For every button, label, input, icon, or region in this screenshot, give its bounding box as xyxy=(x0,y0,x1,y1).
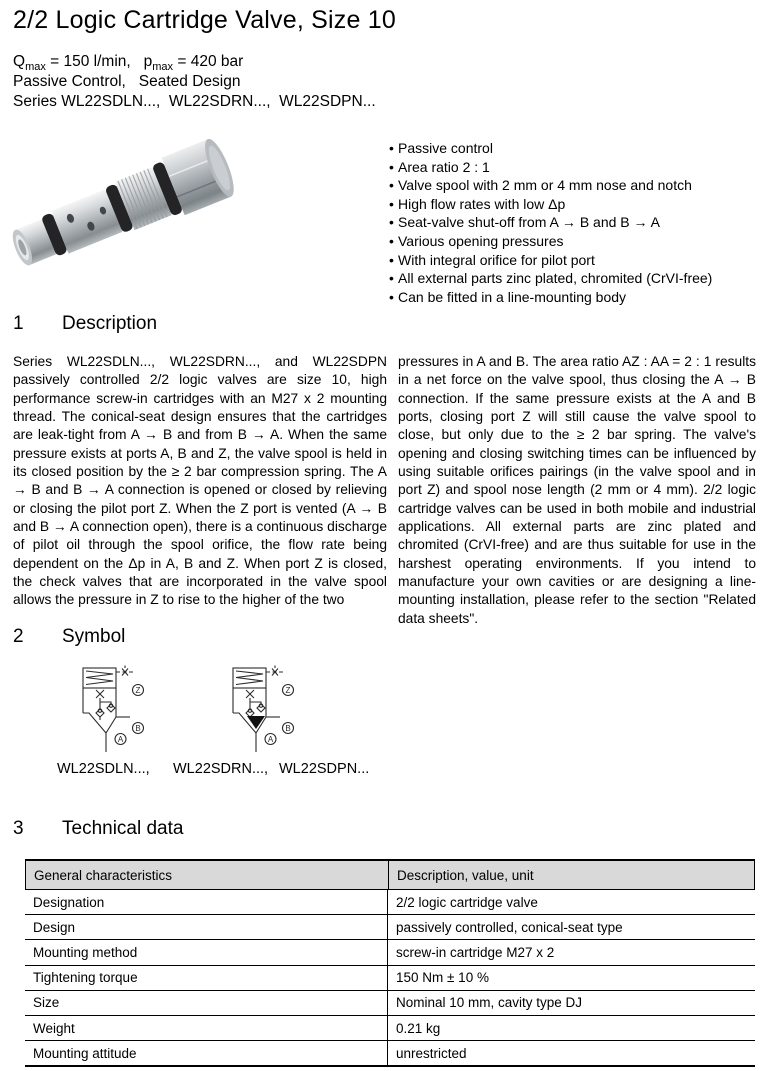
seat-funnel xyxy=(83,713,106,733)
bullet-icon: • xyxy=(389,232,394,249)
section-heading-description xyxy=(13,313,157,335)
port-b-label: B xyxy=(285,723,291,733)
check-valve-icon xyxy=(257,704,265,712)
feature-item xyxy=(389,176,751,195)
feature-item xyxy=(389,139,751,158)
section-heading-symbol xyxy=(13,626,125,648)
bullet-icon: • xyxy=(389,177,394,194)
feature-text: Area ratio 2 : 1 xyxy=(398,158,490,175)
bullet-icon: • xyxy=(389,140,394,156)
qmax-subscript: max xyxy=(25,61,46,74)
technical-data-table xyxy=(25,859,755,1067)
feature-text: Can be fitted in a line-mounting body xyxy=(398,288,627,305)
spec-line-control: Passive Control, Seated Design xyxy=(13,73,241,90)
column-header: Description, value, unit xyxy=(388,861,754,889)
bullet-icon: • xyxy=(389,195,394,212)
feature-item xyxy=(389,288,751,307)
table-row xyxy=(25,1041,755,1067)
feature-text: All external parts zinc plated, chromited (CrVI-free) xyxy=(398,270,713,287)
port-a-label: A xyxy=(117,734,124,744)
valve-body-drawing xyxy=(5,136,239,279)
description-column-right: pressures in A and B. The area ratio AZ : AA = 2 : 1 results in a net force on the valve spool, thus closing the A → B connection. If the same pressure exists at the A and B ports, closing port Z will still cause the valve spool to close, but only due to the ≥ 2 bar spring. The valve's opening and closing switching times can be influenced by using suitable orifices pairings (in the valve spool and in port Z) and spool nose length (2 mm or 4 mm). 2/2 logic cartridge valves can be used in both mobile and industrial applications. All external parts are zinc plated and chromited (CrVI-free) and are thus suitable for use in the harshest operating environments. If you intend to manufacture your own cavities or are designing a line-mounting installation, please refer to the section "Related data sheets". xyxy=(398,354,756,626)
symbol-series-label: WL22SDPN... xyxy=(279,761,370,777)
port-z-label: Z xyxy=(135,685,141,695)
row-value: 150 Nm ± 10 % xyxy=(387,966,755,990)
feature-text: High flow rates with low Δp xyxy=(398,195,566,212)
feature-item xyxy=(389,213,751,232)
pmax-subscript: max xyxy=(152,61,174,74)
spring-icon xyxy=(236,671,263,685)
table-row xyxy=(25,890,755,915)
column-header: General characteristics xyxy=(34,867,173,883)
feature-text: Passive control xyxy=(398,140,493,156)
hydraulic-symbol-sdrn-sdpn xyxy=(230,660,302,758)
bullet-icon: • xyxy=(389,251,394,268)
feature-text: Various opening pressures xyxy=(398,232,564,249)
feature-item xyxy=(389,251,751,270)
port-a-label: A xyxy=(267,734,274,744)
section-title: Description xyxy=(62,313,158,334)
feature-item xyxy=(389,269,751,288)
port-z-label: Z xyxy=(285,685,291,695)
feature-text: Seat-valve shut-off from A → B and B → A xyxy=(398,214,660,231)
feature-item xyxy=(389,232,751,251)
spec-line-qp xyxy=(13,52,243,72)
qmax-value: = 150 l/min, xyxy=(45,53,144,70)
valve-product-photo xyxy=(5,130,255,305)
row-value: screw-in cartridge M27 x 2 xyxy=(387,940,755,964)
bullet-icon: • xyxy=(389,270,394,287)
section-heading-technical-data xyxy=(13,818,183,840)
feature-text: With integral orifice for pilot port xyxy=(398,251,595,268)
bullet-icon: • xyxy=(389,214,394,231)
row-value: passively controlled, conical-seat type xyxy=(387,915,755,939)
check-valve-icon xyxy=(107,704,115,712)
section-number: 2 xyxy=(13,626,24,647)
row-value: 0.21 kg xyxy=(387,1016,755,1040)
bullet-icon: • xyxy=(389,288,394,305)
section-number: 1 xyxy=(13,313,24,334)
row-label: Designation xyxy=(33,894,105,910)
row-label: Mounting method xyxy=(33,944,138,960)
description-column-left: Series WL22SDLN..., WL22SDRN..., and WL22SDPN passively controlled 2/2 logic valves are size 10, high performance screw-in cartridges with an M27 x 2 mounting thread. The conical-seat design ensures that the cartridges are leak-tight from A → B and from B → A. When the same pressure exists at ports A, B and Z, the valve spool is held in its closed position by the ≥ 2 bar compression spring. The A → B and B → A connection is opened or closed by relieving or closing the pilot port Z. When the Z port is vented (A → B and B → A connection open), there is a continuous discharge of pilot oil through the spool orifice, the flow rate being dependent on the Δp in A, B and Z. When port Z is closed, the check valves that are incorporated in the valve spool allows the pressure in Z to rise to the higher of the two xyxy=(13,354,387,608)
check-valve-icon xyxy=(246,709,254,717)
spring-icon xyxy=(86,671,113,685)
row-value: 2/2 logic cartridge valve xyxy=(387,890,755,914)
symbol-series-label: WL22SDRN..., xyxy=(173,761,269,777)
row-label: Tightening torque xyxy=(33,970,138,986)
spec-line-series: Series WL22SDLN..., WL22SDRN..., WL22SDPN... xyxy=(13,93,376,110)
check-valve-icon xyxy=(96,709,104,717)
page-title: 2/2 Logic Cartridge Valve, Size 10 xyxy=(13,6,396,34)
row-label: Design xyxy=(33,919,76,935)
feature-item xyxy=(389,158,751,177)
table-row xyxy=(25,940,755,965)
row-label: Mounting attitude xyxy=(33,1045,137,1061)
row-label: Weight xyxy=(33,1020,75,1036)
section-title: Symbol xyxy=(62,626,126,647)
pmax-symbol: p xyxy=(143,53,153,70)
row-value: Nominal 10 mm, cavity type DJ xyxy=(387,991,755,1015)
feature-list xyxy=(389,139,751,306)
symbol-series-label: WL22SDLN..., xyxy=(57,761,150,777)
bullet-icon: • xyxy=(389,158,394,175)
table-header-row xyxy=(25,861,755,890)
table-row xyxy=(25,915,755,940)
feature-text: Valve spool with 2 mm or 4 mm nose and notch xyxy=(398,177,692,194)
hydraulic-symbol-sdln xyxy=(80,660,152,758)
row-value: unrestricted xyxy=(387,1041,755,1065)
feature-item xyxy=(389,195,751,214)
port-b-label: B xyxy=(135,723,141,733)
row-label: Size xyxy=(33,995,60,1011)
qmax-symbol: Q xyxy=(13,53,26,70)
table-row xyxy=(25,1016,755,1041)
pmax-value: = 420 bar xyxy=(173,53,244,70)
table-row xyxy=(25,966,755,991)
section-title: Technical data xyxy=(62,818,184,839)
table-row xyxy=(25,991,755,1016)
section-number: 3 xyxy=(13,818,24,839)
